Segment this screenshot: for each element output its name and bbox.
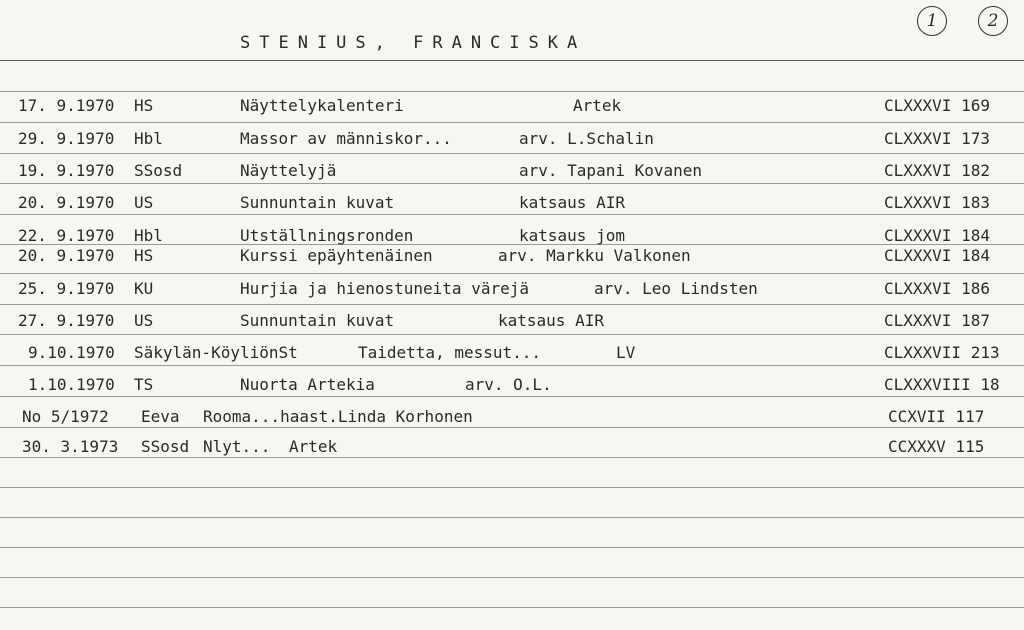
entry-title: Utställningsronden: [240, 226, 414, 245]
entry-title: Massor av människor...: [240, 129, 452, 148]
entry-reference: CLXXXVI 184: [884, 246, 990, 265]
entry-date: 9.10.1970: [28, 343, 115, 362]
entry-source: HS: [134, 96, 154, 115]
ruled-line: [0, 214, 1024, 215]
ruled-line: [0, 547, 1024, 548]
entry-source: Säkylän-KöyliönSt: [134, 343, 298, 362]
entry-title: Hurjia ja hienostuneita värejä: [240, 279, 529, 298]
entry-source: Hbl: [134, 226, 163, 245]
ruled-line: [0, 427, 1024, 428]
entry-date: 19. 9.1970: [18, 161, 115, 180]
circled-number-1: 1: [917, 6, 947, 36]
ruled-line: [0, 122, 1024, 123]
entry-title: Näyttelykalenteri: [240, 96, 404, 115]
entry-note: arv. Leo Lindsten: [594, 279, 758, 298]
entry-source: HS: [134, 246, 154, 265]
entry-reference: CCXXXV 115: [888, 437, 985, 456]
entry-reference: CLXXXVI 173: [884, 129, 990, 148]
entry-note: arv. O.L.: [465, 375, 552, 394]
entry-source: SSosd: [134, 161, 183, 180]
entry-note: Artek: [573, 96, 622, 115]
entry-title: Nuorta Artekia: [240, 375, 375, 394]
ruled-line: [0, 396, 1024, 397]
entry-title: Kurssi epäyhtenäinen: [240, 246, 433, 265]
entry-reference: CLXXXVI 182: [884, 161, 990, 180]
entry-source: US: [134, 311, 154, 330]
ruled-line: [0, 487, 1024, 488]
entry-note: arv. L.Schalin: [519, 129, 654, 148]
entry-date: 17. 9.1970: [18, 96, 115, 115]
entry-title: Näyttelyjä: [240, 161, 337, 180]
entry-reference: CLXXXVI 183: [884, 193, 990, 212]
entry-note: LV: [616, 343, 636, 362]
entry-note: Artek: [289, 437, 338, 456]
entry-date: No 5/1972: [22, 407, 109, 426]
entry-date: 20. 9.1970: [18, 246, 115, 265]
entry-date: 29. 9.1970: [18, 129, 115, 148]
ruled-line: [0, 91, 1024, 92]
entry-source: US: [134, 193, 154, 212]
entry-source: Hbl: [134, 129, 163, 148]
entry-reference: CLXXXVI 187: [884, 311, 990, 330]
entry-reference: CLXXXVI 169: [884, 96, 990, 115]
ruled-line: [0, 457, 1024, 458]
entry-date: 27. 9.1970: [18, 311, 115, 330]
entry-date: 1.10.1970: [28, 375, 115, 394]
entry-date: 30. 3.1973: [22, 437, 119, 456]
entry-title: Taidetta, messut...: [358, 343, 542, 362]
entry-note: katsaus AIR: [498, 311, 604, 330]
ruled-line: [0, 153, 1024, 154]
ruled-line: [0, 304, 1024, 305]
entry-date: 22. 9.1970: [18, 226, 115, 245]
entry-reference: CLXXXVI 186: [884, 279, 990, 298]
entry-date: 20. 9.1970: [18, 193, 115, 212]
card-title: STENIUS, FRANCISKA: [240, 33, 587, 53]
entry-reference: CLXXXVII 213: [884, 343, 1000, 362]
entry-note: katsaus jom: [519, 226, 625, 245]
entry-source: SSosd: [141, 437, 190, 456]
entry-source: Eeva: [141, 407, 180, 426]
entry-reference: CLXXXVIII 18: [884, 375, 1000, 394]
circled-number-2: 2: [978, 6, 1008, 36]
ruled-line: [0, 607, 1024, 608]
ruled-line: [0, 577, 1024, 578]
entry-note: arv. Tapani Kovanen: [519, 161, 703, 180]
entry-source: KU: [134, 279, 154, 298]
ruled-line: [0, 273, 1024, 274]
entry-date: 25. 9.1970: [18, 279, 115, 298]
entry-reference: CLXXXVI 184: [884, 226, 990, 245]
ruled-line: [0, 334, 1024, 335]
entry-note: arv. Markku Valkonen: [498, 246, 691, 265]
ruled-line: [0, 183, 1024, 184]
entry-title: Sunnuntain kuvat: [240, 311, 395, 330]
entry-title: Sunnuntain kuvat: [240, 193, 395, 212]
ruled-line: [0, 365, 1024, 366]
entry-reference: CCXVII 117: [888, 407, 985, 426]
entry-source: TS: [134, 375, 154, 394]
entry-note: katsaus AIR: [519, 193, 625, 212]
header-rule: [0, 60, 1024, 61]
entry-title: Rooma...haast.Linda Korhonen: [203, 407, 473, 426]
entry-title: Nlyt...: [203, 437, 271, 456]
ruled-line: [0, 517, 1024, 518]
